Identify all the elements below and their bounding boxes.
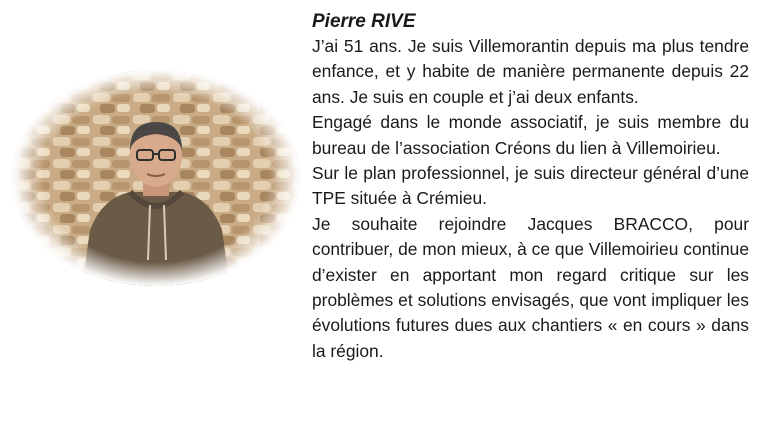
bio-paragraph-professional: Sur le plan professionnel, je suis directeur général d’une TPE située à Crémieu. (312, 163, 749, 209)
portrait-photo (12, 70, 300, 286)
portrait-illustration (12, 70, 300, 286)
bio-block (312, 10, 749, 364)
bio-paragraph-associative: Engagé dans le monde associatif, je suis membre du bureau de l’association Créons du lien à Villemoirieu. (312, 112, 749, 158)
candidate-name: Pierre RIVE (312, 11, 416, 32)
bio-paragraph-motivation: Je souhaite rejoindre Jacques BRACCO, pour contribuer, de mon mieux, à ce que Villemoirieu continue d’exister en apportant mon regard critique sur les problèmes et solutions envisagés, que vont impliquer les évolutions futures dues aux chantiers « en cours » dans la région. (312, 213, 749, 361)
bio-paragraph-intro: J’ai 51 ans. Je suis Villemorantin depuis ma plus tendre enfance, et y habite de manière permanente depuis 22 ans. Je suis en couple et j’ai deux enfants. (312, 36, 749, 107)
